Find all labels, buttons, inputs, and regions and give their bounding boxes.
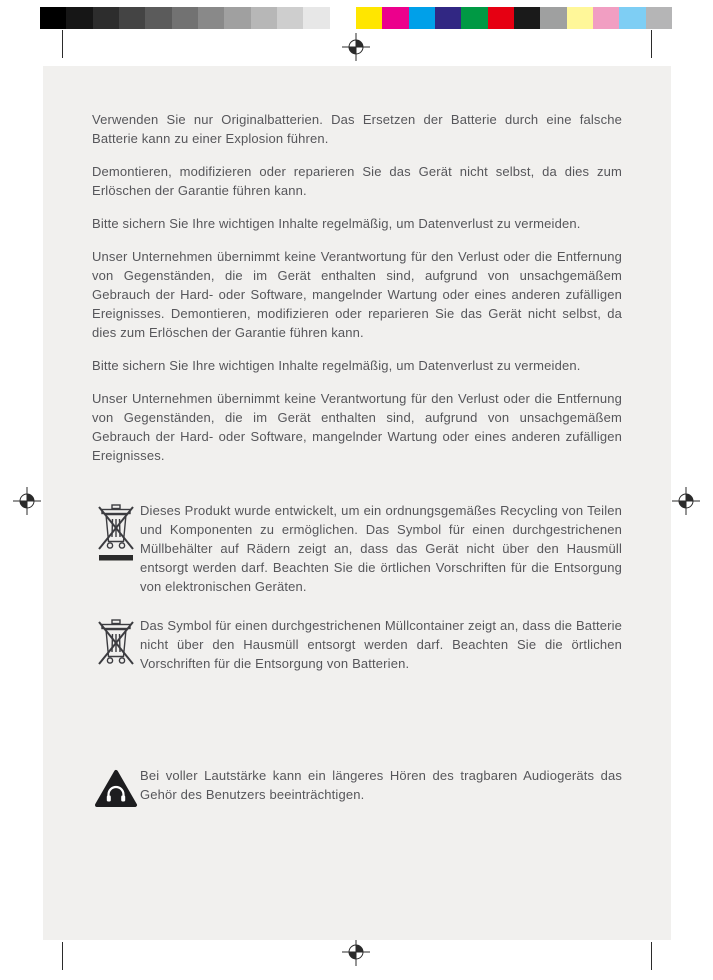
crop-mark-bottom-right bbox=[651, 942, 652, 970]
color-swatch bbox=[172, 7, 198, 29]
color-swatch bbox=[461, 7, 487, 29]
color-swatch bbox=[303, 7, 329, 29]
paragraph: Unser Unternehmen übernimmt keine Verantwortung für den Verlust oder die Entfernung von Gegenständen, die im Gerät enthalten sind, aufgrund von unsachgemäßem Gebrauch der Hard- oder Software, mangelnder Wartung oder eines anderen zufälligen Ereignisses. bbox=[92, 391, 622, 463]
color-swatch bbox=[435, 7, 461, 29]
color-swatch bbox=[224, 7, 250, 29]
weee-crossed-out-bin-icon bbox=[92, 616, 140, 668]
registration-mark-right bbox=[672, 487, 700, 515]
paragraph: Verwenden Sie nur Originalbatterien. Das Ersetzen der Batterie durch eine falsche Batterie kann zu einer Explosion führen. bbox=[92, 112, 622, 146]
note-recycling-product bbox=[92, 501, 622, 596]
color-swatch bbox=[619, 7, 645, 29]
color-swatch bbox=[356, 7, 382, 29]
registration-mark-left bbox=[13, 487, 41, 515]
color-swatch bbox=[66, 7, 92, 29]
color-swatch bbox=[646, 7, 672, 29]
paragraph: Bitte sichern Sie Ihre wichtigen Inhalte regelmäßig, um Datenverlust zu vermeiden. bbox=[92, 358, 581, 373]
grayscale-swatch-strip bbox=[40, 7, 356, 29]
color-swatch bbox=[330, 7, 356, 29]
color-swatch bbox=[119, 7, 145, 29]
color-calibration-bar bbox=[40, 7, 672, 29]
color-swatch bbox=[488, 7, 514, 29]
color-swatch bbox=[409, 7, 435, 29]
weee-crossed-out-bin-with-bar-icon bbox=[92, 501, 140, 573]
color-swatch bbox=[514, 7, 540, 29]
color-swatch bbox=[93, 7, 119, 29]
registration-mark-bottom bbox=[342, 938, 370, 966]
crop-mark-bottom-left bbox=[62, 942, 63, 970]
color-swatch-strip bbox=[356, 7, 672, 29]
crop-mark-top-right bbox=[651, 30, 652, 58]
hearing-warning-triangle-icon bbox=[92, 766, 140, 810]
color-swatch bbox=[567, 7, 593, 29]
paragraph: Unser Unternehmen übernimmt keine Verantwortung für den Verlust oder die Entfernung von Gegenständen, die im Gerät enthalten sind, aufgrund von unsachgemäßem Gebrauch der Hard- oder Software, mangelnder Wartung oder eines anderen zufälligen Ereignisses. Demontieren, modifizieren oder reparieren Sie das Gerät nicht selbst, da dies zum Erlöschen der Garantie führen kann. bbox=[92, 249, 622, 340]
crop-mark-top-left bbox=[62, 30, 63, 58]
color-swatch bbox=[40, 7, 66, 29]
registration-mark-top bbox=[342, 33, 370, 61]
color-swatch bbox=[198, 7, 224, 29]
color-swatch bbox=[382, 7, 408, 29]
color-swatch bbox=[145, 7, 171, 29]
note-battery-disposal bbox=[92, 616, 622, 673]
note-text: Das Symbol für einen durchgestrichenen Müllcontainer zeigt an, dass die Batterie nicht über den Hausmüll entsorgt werden darf. Beachten Sie die örtlichen Vorschriften für die Entsorgung von Batterien. bbox=[140, 618, 622, 671]
note-hearing-warning bbox=[92, 766, 622, 810]
paragraph: Bitte sichern Sie Ihre wichtigen Inhalte regelmäßig, um Datenverlust zu vermeiden. bbox=[92, 216, 581, 231]
paragraph: Demontieren, modifizieren oder reparieren Sie das Gerät nicht selbst, da dies zum Erlöschen der Garantie führen kann. bbox=[92, 164, 622, 198]
color-swatch bbox=[540, 7, 566, 29]
note-text: Dieses Produkt wurde entwickelt, um ein ordnungsgemäßes Recycling von Teilen und Komponenten zu ermöglichen. Das Symbol für einen durchgestrichenen Müllbehälter auf Rädern zeigt an, dass das Gerät nicht über den Hausmüll entsorgt werden darf. Beachten Sie die örtlichen Vorschriften für die Entsorgung von elektronischen Geräten. bbox=[140, 503, 622, 594]
icon-notes-section bbox=[92, 501, 622, 810]
manual-page bbox=[43, 66, 671, 940]
page-body-text bbox=[43, 66, 671, 810]
color-swatch bbox=[277, 7, 303, 29]
note-text: Bei voller Lautstärke kann ein längeres Hören des tragbaren Audiogeräts das Gehör des Benutzers beeinträchtigen. bbox=[140, 768, 622, 802]
color-swatch bbox=[593, 7, 619, 29]
color-swatch bbox=[251, 7, 277, 29]
